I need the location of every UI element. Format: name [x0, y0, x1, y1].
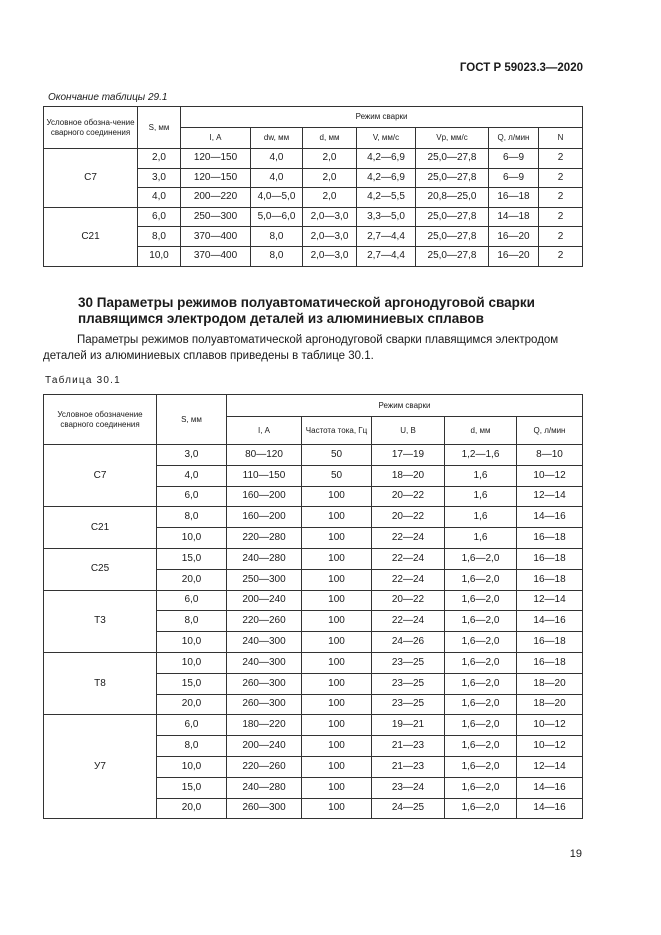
value-cell: 8,0 — [157, 611, 227, 632]
value-cell: 100 — [302, 486, 372, 507]
value-cell: 10,0 — [157, 756, 227, 777]
value-cell: 1,6—2,0 — [445, 548, 517, 569]
value-cell: 2,0 — [303, 149, 357, 169]
joint-type-cell: С7 — [44, 149, 138, 208]
value-cell: 16—20 — [489, 246, 539, 266]
value-cell: 80—120 — [227, 445, 302, 466]
table-30-1-caption: Таблица 30.1 — [45, 375, 121, 386]
value-cell: 20—22 — [372, 486, 445, 507]
page-number: 19 — [569, 848, 582, 860]
value-cell: 250—300 — [227, 569, 302, 590]
value-cell: 240—280 — [227, 777, 302, 798]
value-cell: 2 — [539, 149, 583, 169]
value-cell: 25,0—27,8 — [416, 246, 489, 266]
col-header-group: Режим сварки — [181, 107, 583, 128]
table-30-1 — [43, 394, 583, 819]
value-cell: 15,0 — [157, 777, 227, 798]
value-cell: 220—280 — [227, 528, 302, 549]
value-cell: 100 — [302, 507, 372, 528]
value-cell: 100 — [302, 694, 372, 715]
value-cell: 1,6—2,0 — [445, 756, 517, 777]
value-cell: 23—25 — [372, 652, 445, 673]
col-header-vp: Vp, мм/с — [416, 128, 489, 149]
value-cell: 5,0—6,0 — [251, 207, 303, 227]
section-30-title: 30 Параметры режимов полуавтоматической аргонодуговой сварки плавящимся электродом деталей из алюминиевых сплавов — [78, 295, 535, 326]
value-cell: 8,0 — [138, 227, 181, 247]
value-cell: 50 — [302, 465, 372, 486]
value-cell: 1,6—2,0 — [445, 569, 517, 590]
joint-type-cell: С7 — [44, 445, 157, 507]
value-cell: 15,0 — [157, 673, 227, 694]
value-cell: 100 — [302, 798, 372, 819]
value-cell: 6,0 — [138, 207, 181, 227]
col-header-v: V, мм/с — [357, 128, 416, 149]
value-cell: 2 — [539, 246, 583, 266]
table-row — [44, 207, 583, 227]
value-cell: 6—9 — [489, 168, 539, 188]
value-cell: 4,0 — [138, 188, 181, 208]
value-cell: 6,0 — [157, 590, 227, 611]
table-row — [44, 445, 583, 466]
col-header-dw: dw, мм — [251, 128, 303, 149]
value-cell: 23—25 — [372, 694, 445, 715]
value-cell: 16—18 — [517, 528, 583, 549]
value-cell: 24—26 — [372, 632, 445, 653]
value-cell: 22—24 — [372, 548, 445, 569]
value-cell: 160—200 — [227, 507, 302, 528]
value-cell: 240—300 — [227, 652, 302, 673]
value-cell: 110—150 — [227, 465, 302, 486]
value-cell: 120—150 — [181, 168, 251, 188]
value-cell: 100 — [302, 756, 372, 777]
value-cell: 25,0—27,8 — [416, 207, 489, 227]
value-cell: 20,0 — [157, 798, 227, 819]
value-cell: 20,0 — [157, 694, 227, 715]
value-cell: 4,0 — [251, 168, 303, 188]
value-cell: 240—280 — [227, 548, 302, 569]
value-cell: 160—200 — [227, 486, 302, 507]
value-cell: 17—19 — [372, 445, 445, 466]
col-header-i: I, А — [227, 417, 302, 445]
value-cell: 3,3—5,0 — [357, 207, 416, 227]
value-cell: 20,0 — [157, 569, 227, 590]
col-header-i: I, А — [181, 128, 251, 149]
value-cell: 100 — [302, 652, 372, 673]
value-cell: 2 — [539, 207, 583, 227]
value-cell: 1,6—2,0 — [445, 736, 517, 757]
value-cell: 120—150 — [181, 149, 251, 169]
value-cell: 100 — [302, 673, 372, 694]
value-cell: 220—260 — [227, 611, 302, 632]
value-cell: 18—20 — [517, 673, 583, 694]
value-cell: 10,0 — [157, 652, 227, 673]
value-cell: 260—300 — [227, 673, 302, 694]
value-cell: 1,6 — [445, 486, 517, 507]
col-header-frequency: Частота тока, Гц — [302, 417, 372, 445]
joint-type-cell: С21 — [44, 207, 138, 266]
col-header-q: Q, л/мин — [489, 128, 539, 149]
value-cell: 2,0—3,0 — [303, 227, 357, 247]
value-cell: 220—260 — [227, 756, 302, 777]
col-header-group: Режим сварки — [227, 395, 583, 417]
value-cell: 4,2—6,9 — [357, 149, 416, 169]
value-cell: 14—16 — [517, 798, 583, 819]
value-cell: 12—14 — [517, 590, 583, 611]
value-cell: 25,0—27,8 — [416, 149, 489, 169]
value-cell: 6,0 — [157, 715, 227, 736]
table-row — [44, 548, 583, 569]
value-cell: 18—20 — [517, 694, 583, 715]
value-cell: 25,0—27,8 — [416, 227, 489, 247]
value-cell: 100 — [302, 569, 372, 590]
value-cell: 240—300 — [227, 632, 302, 653]
value-cell: 10—12 — [517, 715, 583, 736]
value-cell: 100 — [302, 715, 372, 736]
col-header-s: S, мм — [157, 395, 227, 445]
value-cell: 10—12 — [517, 465, 583, 486]
value-cell: 8,0 — [251, 227, 303, 247]
value-cell: 1,6—2,0 — [445, 611, 517, 632]
value-cell: 1,6—2,0 — [445, 777, 517, 798]
value-cell: 8,0 — [157, 736, 227, 757]
value-cell: 4,0 — [157, 465, 227, 486]
value-cell: 16—20 — [489, 227, 539, 247]
value-cell: 2,7—4,4 — [357, 246, 416, 266]
value-cell: 23—25 — [372, 673, 445, 694]
value-cell: 1,6—2,0 — [445, 652, 517, 673]
value-cell: 16—18 — [517, 569, 583, 590]
value-cell: 100 — [302, 528, 372, 549]
table-row — [44, 590, 583, 611]
value-cell: 12—14 — [517, 486, 583, 507]
value-cell: 2 — [539, 227, 583, 247]
value-cell: 100 — [302, 590, 372, 611]
value-cell: 4,0 — [251, 149, 303, 169]
value-cell: 2,0—3,0 — [303, 246, 357, 266]
value-cell: 16—18 — [517, 548, 583, 569]
value-cell: 21—23 — [372, 756, 445, 777]
table-row — [44, 652, 583, 673]
col-header-s: S, мм — [138, 107, 181, 149]
col-header-d: d, мм — [445, 417, 517, 445]
value-cell: 22—24 — [372, 569, 445, 590]
value-cell: 4,0—5,0 — [251, 188, 303, 208]
standard-number: ГОСТ Р 59023.3—2020 — [459, 62, 583, 74]
value-cell: 18—20 — [372, 465, 445, 486]
value-cell: 200—220 — [181, 188, 251, 208]
table-row — [44, 149, 583, 169]
col-header-q: Q, л/мин — [517, 417, 583, 445]
value-cell: 24—25 — [372, 798, 445, 819]
value-cell: 1,6—2,0 — [445, 715, 517, 736]
value-cell: 12—14 — [517, 756, 583, 777]
joint-type-cell: С25 — [44, 548, 157, 590]
value-cell: 25,0—27,8 — [416, 168, 489, 188]
value-cell: 22—24 — [372, 528, 445, 549]
value-cell: 10—12 — [517, 736, 583, 757]
value-cell: 22—24 — [372, 611, 445, 632]
value-cell: 1,6 — [445, 528, 517, 549]
value-cell: 100 — [302, 611, 372, 632]
col-header-joint: Условное обозначение сварного соединения — [44, 395, 157, 445]
section-30-paragraph: Параметры режимов полуавтоматической аргонодуговой сварки плавящимся электродом деталей из алюминиевых сплавов приведены в таблице 30.1. — [43, 334, 559, 362]
value-cell: 2,7—4,4 — [357, 227, 416, 247]
col-header-joint: Условное обозна-чение сварного соединения — [44, 107, 138, 149]
value-cell: 8,0 — [157, 507, 227, 528]
col-header-n: N — [539, 128, 583, 149]
table-row — [44, 507, 583, 528]
value-cell: 1,6—2,0 — [445, 798, 517, 819]
value-cell: 15,0 — [157, 548, 227, 569]
value-cell: 10,0 — [157, 632, 227, 653]
value-cell: 14—16 — [517, 507, 583, 528]
value-cell: 1,6 — [445, 507, 517, 528]
value-cell: 20,8—25,0 — [416, 188, 489, 208]
value-cell: 1,6—2,0 — [445, 694, 517, 715]
value-cell: 23—24 — [372, 777, 445, 798]
table-29-1-caption: Окончание таблицы 29.1 — [48, 92, 168, 103]
value-cell: 6—9 — [489, 149, 539, 169]
value-cell: 4,2—5,5 — [357, 188, 416, 208]
value-cell: 100 — [302, 777, 372, 798]
value-cell: 1,6—2,0 — [445, 673, 517, 694]
value-cell: 370—400 — [181, 246, 251, 266]
value-cell: 2,0 — [303, 188, 357, 208]
value-cell: 200—240 — [227, 590, 302, 611]
value-cell: 16—18 — [489, 188, 539, 208]
col-header-u: U, В — [372, 417, 445, 445]
value-cell: 1,6 — [445, 465, 517, 486]
value-cell: 260—300 — [227, 798, 302, 819]
value-cell: 180—220 — [227, 715, 302, 736]
table-29-1 — [43, 106, 583, 267]
value-cell: 100 — [302, 632, 372, 653]
value-cell: 50 — [302, 445, 372, 466]
value-cell: 14—16 — [517, 777, 583, 798]
value-cell: 20—22 — [372, 590, 445, 611]
joint-type-cell: Т8 — [44, 652, 157, 714]
value-cell: 8,0 — [251, 246, 303, 266]
value-cell: 250—300 — [181, 207, 251, 227]
value-cell: 100 — [302, 548, 372, 569]
value-cell: 260—300 — [227, 694, 302, 715]
value-cell: 20—22 — [372, 507, 445, 528]
value-cell: 3,0 — [138, 168, 181, 188]
value-cell: 19—21 — [372, 715, 445, 736]
value-cell: 14—16 — [517, 611, 583, 632]
value-cell: 10,0 — [157, 528, 227, 549]
value-cell: 3,0 — [157, 445, 227, 466]
joint-type-cell: С21 — [44, 507, 157, 549]
value-cell: 200—240 — [227, 736, 302, 757]
table-row — [44, 715, 583, 736]
value-cell: 21—23 — [372, 736, 445, 757]
value-cell: 6,0 — [157, 486, 227, 507]
value-cell: 8—10 — [517, 445, 583, 466]
value-cell: 1,2—1,6 — [445, 445, 517, 466]
value-cell: 4,2—6,9 — [357, 168, 416, 188]
value-cell: 14—18 — [489, 207, 539, 227]
value-cell: 1,6—2,0 — [445, 590, 517, 611]
value-cell: 2 — [539, 168, 583, 188]
value-cell: 16—18 — [517, 632, 583, 653]
joint-type-cell: У7 — [44, 715, 157, 819]
joint-type-cell: Т3 — [44, 590, 157, 652]
col-header-d: d, мм — [303, 128, 357, 149]
value-cell: 370—400 — [181, 227, 251, 247]
value-cell: 2,0 — [138, 149, 181, 169]
value-cell: 100 — [302, 736, 372, 757]
value-cell: 2,0 — [303, 168, 357, 188]
value-cell: 10,0 — [138, 246, 181, 266]
value-cell: 1,6—2,0 — [445, 632, 517, 653]
value-cell: 2 — [539, 188, 583, 208]
value-cell: 2,0—3,0 — [303, 207, 357, 227]
value-cell: 16—18 — [517, 652, 583, 673]
